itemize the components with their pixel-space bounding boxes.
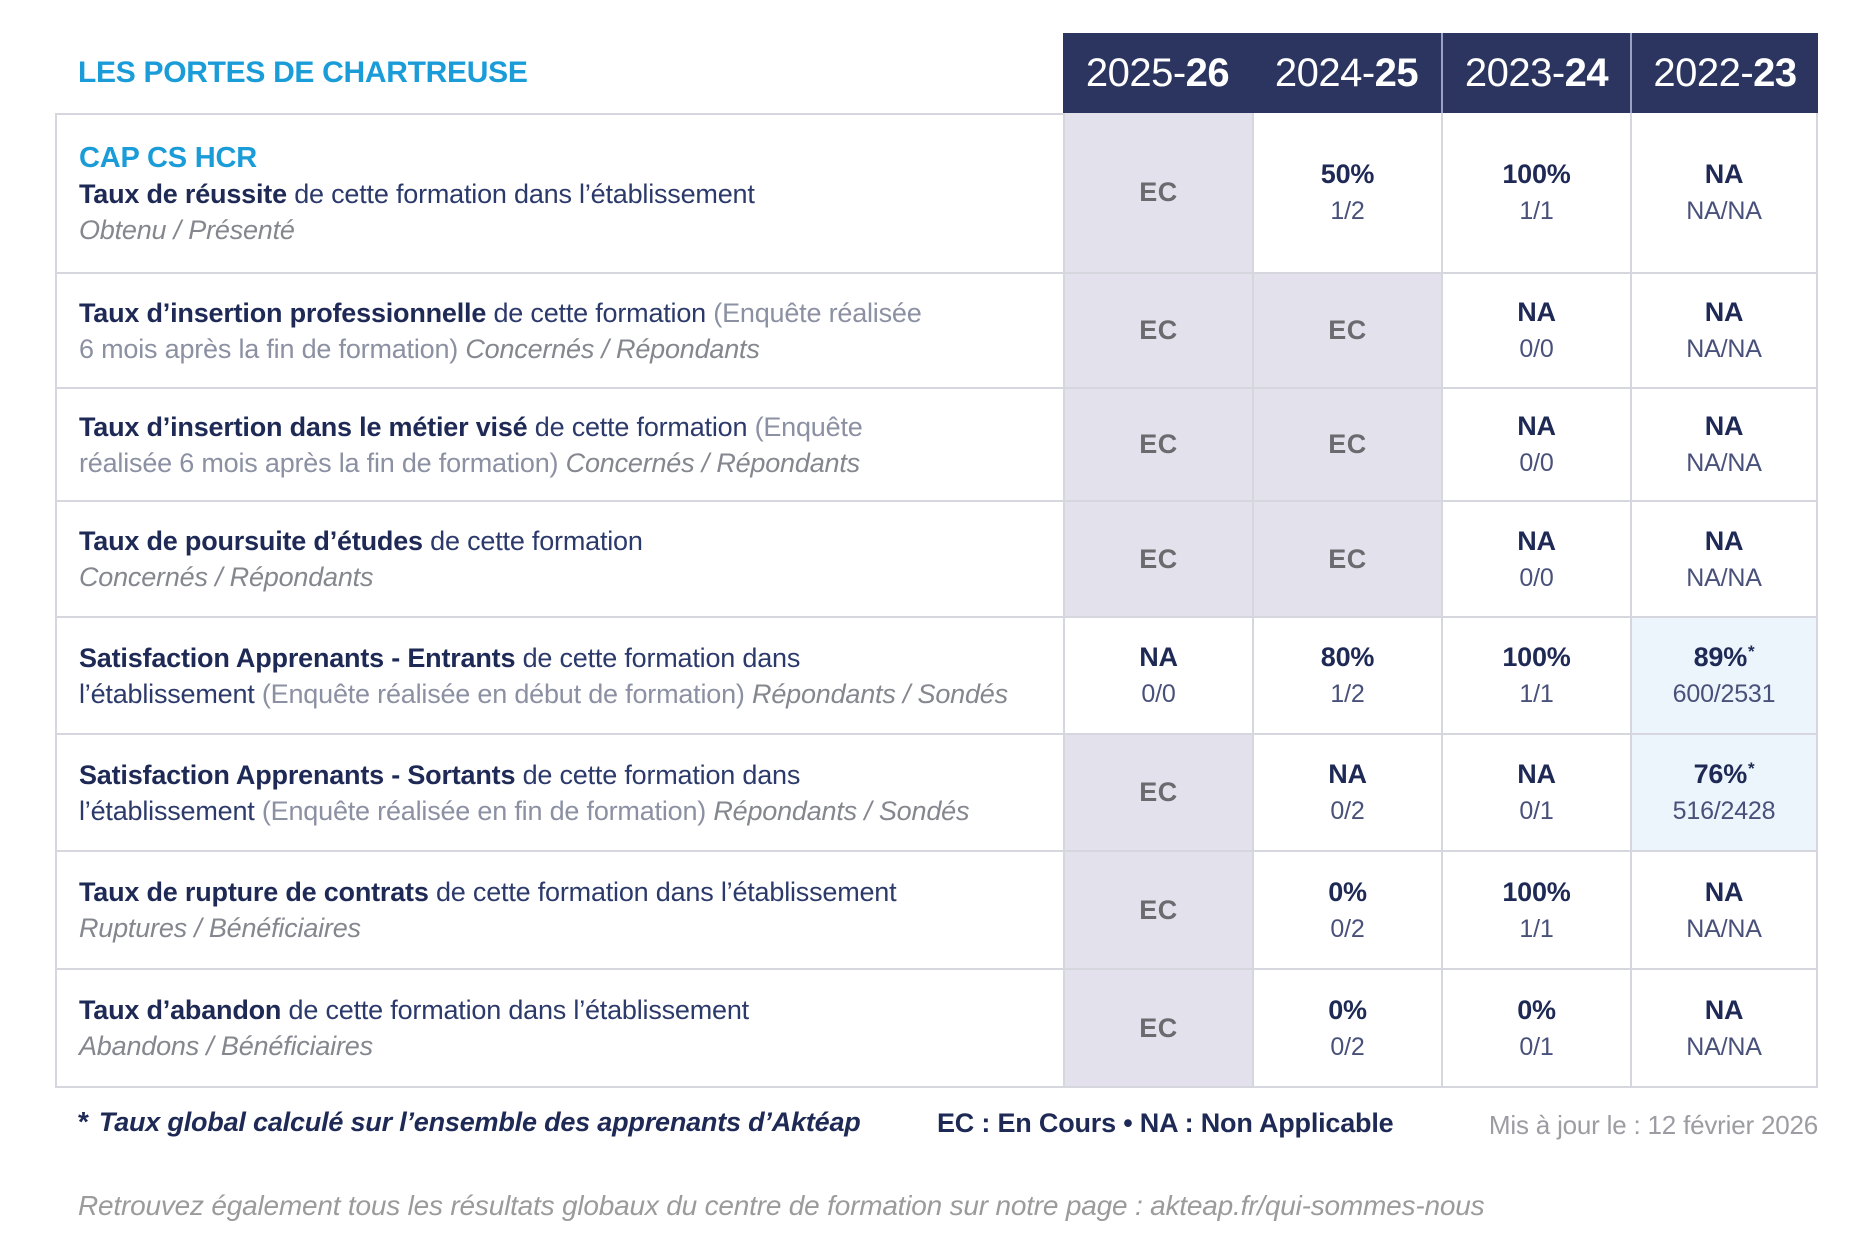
value-main: NA <box>1704 876 1744 907</box>
label-text: Ruptures / Bénéficiaires <box>79 913 361 943</box>
label-text: Obtenu / Présenté <box>79 214 295 245</box>
value-sub: 0/0 <box>1519 563 1554 592</box>
value-cell <box>1630 274 1818 389</box>
value-main: NA <box>1139 642 1178 672</box>
label-text: Concernés / Répondants <box>565 447 860 478</box>
row-label-line <box>79 559 1037 595</box>
value-cell <box>1063 389 1252 502</box>
value-main: NA <box>1704 525 1744 556</box>
table-corner-spacer <box>55 33 1063 113</box>
value-main: 0% <box>1328 994 1367 1025</box>
value-sub: 1/1 <box>1519 914 1554 943</box>
value-sub: NA/NA <box>1686 563 1762 592</box>
label-text: (Enquête <box>754 411 863 442</box>
row-label-line <box>79 676 1037 712</box>
year-suffix: 23 <box>1753 50 1797 95</box>
value-main: NA <box>1517 411 1556 441</box>
label-text: Taux d’abandon <box>79 995 282 1025</box>
label-text: Satisfaction Apprenants - Sortants <box>79 759 516 790</box>
value-main: NA <box>1704 411 1744 441</box>
value-sub: 0/0 <box>1141 680 1176 708</box>
row-label <box>55 502 1063 618</box>
label-text: de cette formation <box>486 297 714 328</box>
value-cell <box>1252 970 1441 1088</box>
value-main: EC <box>1139 315 1178 345</box>
label-text: CAP CS HCR <box>79 141 257 174</box>
row-label-line <box>79 331 1037 367</box>
last-updated-date: Mis à jour le : 12 février 2026 <box>1488 1110 1818 1140</box>
row-label <box>55 618 1063 735</box>
label-text: Répondants / Sondés <box>713 795 970 826</box>
label-text: de cette formation dans l’établissement <box>281 995 749 1025</box>
bottom-note <box>78 1190 1484 1222</box>
value-sub: 516/2428 <box>1672 797 1776 825</box>
value-cell <box>1252 735 1441 852</box>
value-cell <box>1063 113 1252 274</box>
label-text: Abandons / Bénéficiaires <box>79 1031 373 1061</box>
value-main: 76%* <box>1693 759 1755 789</box>
label-text: de cette formation dans l’établissement <box>428 877 897 907</box>
value-main: EC <box>1139 429 1178 459</box>
row-label-line <box>79 409 1037 445</box>
value-main: 80% <box>1320 642 1375 672</box>
year-prefix: 2023- <box>1464 50 1565 95</box>
row-label <box>55 735 1063 852</box>
label-text: 6 mois après la fin de formation) <box>79 333 466 364</box>
value-main: NA <box>1704 159 1744 189</box>
value-cell <box>1063 618 1252 735</box>
row-label-line <box>79 640 1037 676</box>
value-cell <box>1441 970 1630 1088</box>
label-text: Taux d’insertion dans le métier visé <box>79 411 528 442</box>
value-sub: 0/0 <box>1519 449 1554 477</box>
row-label-line <box>79 176 1037 212</box>
value-sub: 0/2 <box>1330 914 1365 943</box>
footnote-star-marker: * <box>1748 759 1755 778</box>
label-text: de cette formation dans l’établissement <box>286 178 755 209</box>
label-text: (Enquête réalisée en fin de formation) <box>261 795 714 826</box>
value-cell <box>1441 618 1630 735</box>
value-main: EC <box>1328 429 1367 459</box>
value-main: EC <box>1328 315 1367 345</box>
value-main: 0% <box>1328 876 1367 907</box>
value-sub: 600/2531 <box>1672 680 1776 708</box>
value-sub: 0/0 <box>1519 335 1554 363</box>
value-sub: 1/1 <box>1519 197 1554 225</box>
value-main: EC <box>1139 177 1178 207</box>
value-cell <box>1252 852 1441 970</box>
value-cell <box>1441 389 1630 502</box>
value-sub: 1/1 <box>1519 680 1554 708</box>
organization-title: LES PORTES DE CHARTREUSE <box>78 56 528 89</box>
row-label-line <box>79 140 1037 176</box>
row-label-line <box>79 295 1037 331</box>
value-sub: 0/1 <box>1519 1032 1554 1061</box>
row-label <box>55 274 1063 389</box>
value-sub: 0/2 <box>1330 797 1365 825</box>
value-cell <box>1063 502 1252 618</box>
website-link[interactable]: akteap.fr/qui-sommes-nous <box>1150 1190 1485 1221</box>
footnote-star-marker: * <box>1748 642 1755 661</box>
value-cell <box>1063 970 1252 1088</box>
row-label-line <box>79 910 1037 946</box>
value-sub: 1/2 <box>1330 197 1365 225</box>
value-main: NA <box>1517 759 1556 789</box>
value-main: NA <box>1704 994 1744 1025</box>
value-cell <box>1063 274 1252 389</box>
row-label <box>55 389 1063 502</box>
value-cell <box>1441 502 1630 618</box>
label-text: de cette formation dans <box>515 642 801 673</box>
value-main: 89%* <box>1693 642 1755 672</box>
year-column-header <box>1441 33 1630 113</box>
year-column-header <box>1063 33 1252 113</box>
value-cell <box>1630 852 1818 970</box>
label-text: de cette formation <box>422 526 643 556</box>
row-label-line <box>79 874 1037 910</box>
value-main: 100% <box>1502 642 1571 672</box>
results-table <box>55 33 1818 1088</box>
value-main: NA <box>1704 297 1744 327</box>
value-sub: NA/NA <box>1686 197 1762 225</box>
label-text: l’établissement <box>79 795 262 826</box>
value-main: EC <box>1139 1012 1178 1043</box>
row-label-line <box>79 523 1037 559</box>
value-cell <box>1630 502 1818 618</box>
value-cell <box>1252 389 1441 502</box>
year-prefix: 2024- <box>1274 50 1375 95</box>
label-text: Concernés / Répondants <box>465 333 760 364</box>
footnote <box>78 1106 861 1138</box>
row-label-line <box>79 992 1037 1028</box>
value-sub: NA/NA <box>1686 449 1762 477</box>
value-main: NA <box>1517 525 1556 556</box>
footnote-star-marker: * <box>78 1106 89 1137</box>
value-sub: 1/2 <box>1330 680 1365 708</box>
label-text: de cette formation dans <box>515 759 801 790</box>
row-label-line <box>79 1028 1037 1064</box>
year-prefix: 2025- <box>1085 50 1186 95</box>
label-text: Taux d’insertion professionnelle <box>79 297 487 328</box>
value-cell <box>1063 852 1252 970</box>
year-suffix: 25 <box>1374 50 1419 95</box>
value-main: 50% <box>1320 159 1375 189</box>
label-text: l’établissement <box>79 678 262 709</box>
row-label-line <box>79 445 1037 481</box>
value-cell <box>1252 502 1441 618</box>
value-sub: NA/NA <box>1686 914 1762 943</box>
value-sub: NA/NA <box>1686 335 1762 363</box>
abbreviation-legend: EC : En Cours • NA : Non Applicable <box>937 1108 1394 1138</box>
value-main: 100% <box>1502 876 1571 907</box>
value-main: 0% <box>1517 994 1556 1025</box>
label-text: Taux de réussite <box>79 178 287 209</box>
value-cell <box>1630 389 1818 502</box>
value-cell <box>1441 735 1630 852</box>
year-suffix: 24 <box>1564 50 1609 95</box>
value-sub: NA/NA <box>1686 1032 1762 1061</box>
value-main: EC <box>1139 894 1178 925</box>
value-cell <box>1063 735 1252 852</box>
label-text: (Enquête réalisée <box>713 297 922 328</box>
value-cell <box>1252 618 1441 735</box>
value-main: NA <box>1517 297 1556 327</box>
label-text: de cette formation <box>527 411 755 442</box>
value-main: NA <box>1328 759 1367 789</box>
value-main: EC <box>1328 543 1367 574</box>
value-main: EC <box>1139 543 1178 574</box>
value-main: EC <box>1139 777 1178 807</box>
row-label-line <box>79 793 1037 829</box>
value-cell <box>1441 852 1630 970</box>
value-sub: 0/1 <box>1519 797 1554 825</box>
value-cell <box>1630 113 1818 274</box>
bottom-note-text: Retrouvez également tous les résultats globaux du centre de formation sur notre page : <box>78 1190 1151 1221</box>
label-text: Satisfaction Apprenants - Entrants <box>79 642 516 673</box>
value-cell <box>1630 735 1818 852</box>
value-cell <box>1441 113 1630 274</box>
value-cell <box>1630 970 1818 1088</box>
row-label <box>55 970 1063 1088</box>
value-cell <box>1252 113 1441 274</box>
value-sub: 0/2 <box>1330 1032 1365 1061</box>
row-label-line <box>79 757 1037 793</box>
year-prefix: 2022- <box>1653 50 1754 95</box>
label-text: Répondants / Sondés <box>752 678 1008 709</box>
row-label <box>55 113 1063 274</box>
year-column-header <box>1252 33 1441 113</box>
label-text: Taux de poursuite d’études <box>79 526 423 556</box>
label-text: Taux de rupture de contrats <box>79 877 429 907</box>
row-label-line <box>79 212 1037 248</box>
label-text: (Enquête réalisée en début de formation) <box>261 678 753 709</box>
value-cell <box>1252 274 1441 389</box>
year-column-header <box>1630 33 1818 113</box>
year-suffix: 26 <box>1185 50 1230 95</box>
value-cell <box>1630 618 1818 735</box>
value-main: 100% <box>1502 159 1571 189</box>
label-text: Concernés / Répondants <box>79 562 374 592</box>
footnote-text: Taux global calculé sur l’ensemble des apprenants d’Aktéap <box>98 1107 861 1137</box>
row-label <box>55 852 1063 970</box>
value-cell <box>1441 274 1630 389</box>
label-text: réalisée 6 mois après la fin de formation) <box>79 447 566 478</box>
